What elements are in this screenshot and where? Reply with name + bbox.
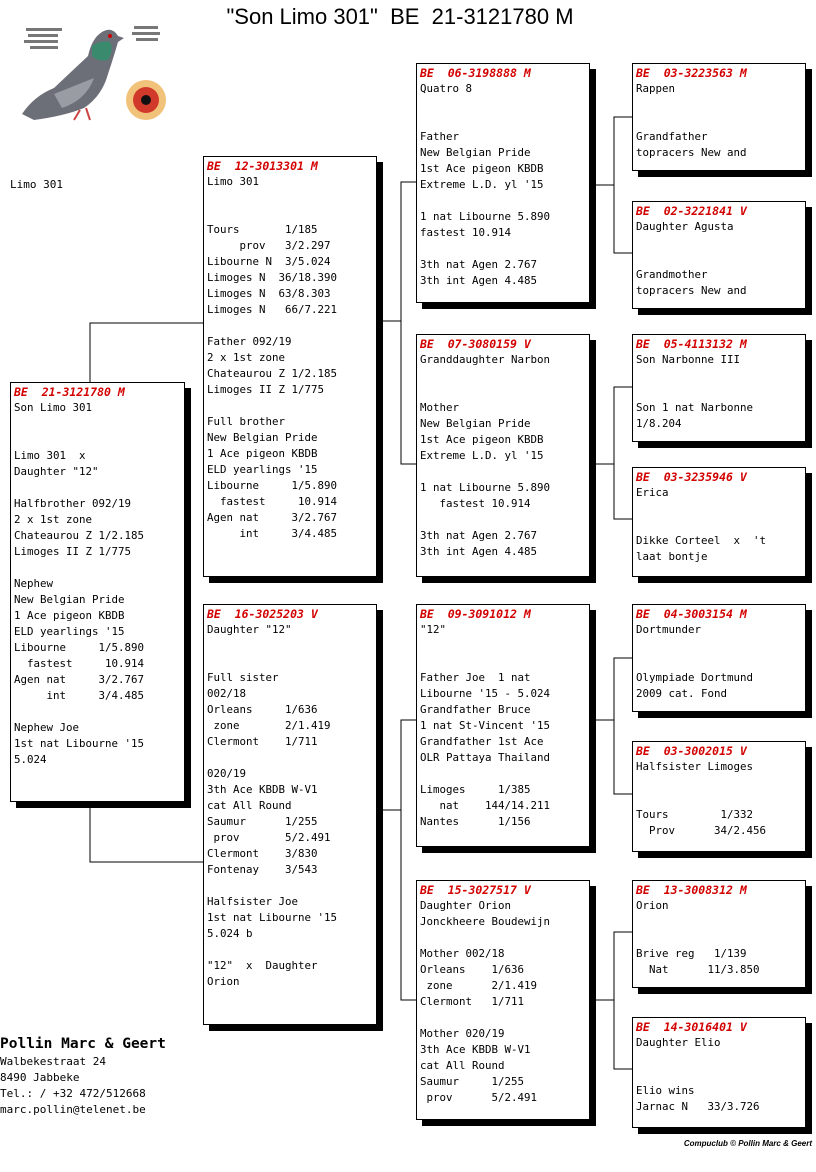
pigeon-details: Son Limo 301 Limo 301 x Daughter "12" Halfbrother 092/19 2 x 1st zone Chateaurou Z 1/2.185 Limoges II Z 1/775 Nephew New Belgian Pride 1 Ace pigeon KBDB ELD yearlings '15 Libourne 1/5.890 fastest 10.914 Agen nat 3/2.767 int 3/4.485 Nephew Joe 1st nat Libourne '15 5.024 <box>14 401 145 766</box>
pigeon-details: Granddaughter Narbon Mother New Belgian Pride 1st Ace pigeon KBDB Extreme L.D. yl '15 1 nat Libourne 5.890 fastest 10.914 3th nat Agen 2.767 3th int Agen 4.485 <box>420 353 551 558</box>
pigeon-details: Son Narbonne III Son 1 nat Narbonne 1/8.204 <box>636 353 754 430</box>
ring-number: BE 03-3223563 M <box>636 66 747 80</box>
owner-address-line: Walbekestraat 24 <box>0 1055 106 1068</box>
ring-number: BE 13-3008312 M <box>636 883 747 897</box>
pigeon-card-fff[interactable] <box>632 63 806 171</box>
owner-info <box>0 1034 166 1118</box>
pigeon-details: Rappen Grandfather topracers New and <box>636 82 747 159</box>
pigeon-card-mmf[interactable] <box>632 880 806 988</box>
pigeon-card-father-father[interactable] <box>416 63 590 303</box>
pigeon-card-mmm[interactable] <box>632 1017 806 1128</box>
pigeon-details: Limo 301 Tours 1/185 prov 3/2.297 Libourne N 3/5.024 Limoges N 36/18.390 Limoges N 63/8.303 Limoges N 66/7.221 Father 092/19 2 x 1st zone Chateaurou Z 1/2.185 Limoges II Z 1/775 Full brother New Belgian Pride 1 Ace pigeon KBDB ELD yearlings '15 Libourne 1/5.890 fastest 10.914 Agen nat 3/2.767 int 3/4.485 <box>207 175 338 540</box>
sire-name-label: Limo 301 <box>10 178 63 191</box>
pigeon-card-ffm[interactable] <box>632 201 806 309</box>
ring-number: BE 03-3235946 V <box>636 470 747 484</box>
ring-number: BE 16-3025203 V <box>207 607 318 621</box>
ring-number: BE 21-3121780 M <box>14 385 125 399</box>
copyright-note: Compuclub © Pollin Marc & Geert <box>683 1139 812 1148</box>
ring-number: BE 12-3013301 M <box>207 159 318 173</box>
ring-number: BE 03-3002015 V <box>636 744 747 758</box>
pigeon-card-father-mother[interactable] <box>416 334 590 577</box>
pigeon-details: Quatro 8 Father New Belgian Pride 1st Ace pigeon KBDB Extreme L.D. yl '15 1 nat Libourne 5.890 fastest 10.914 3th nat Agen 2.767 3th int Agen 4.485 <box>420 82 551 287</box>
ring-number: BE 14-3016401 V <box>636 1020 747 1034</box>
pigeon-details: "12" Father Joe 1 nat Libourne '15 - 5.024 Grandfather Bruce 1 nat St-Vincent '15 Grandfather 1st Ace OLR Pattaya Thailand Limoges 1/385 nat 144/14.211 Nantes 1/156 <box>420 623 551 828</box>
ring-number: BE 09-3091012 M <box>420 607 531 621</box>
pigeon-details: Halfsister Limoges Tours 1/332 Prov 34/2.456 <box>636 760 767 837</box>
pigeon-details: Erica Dikke Corteel x 't laat bontje <box>636 486 767 563</box>
pigeon-details: Orion Brive reg 1/139 Nat 11/3.850 <box>636 899 760 976</box>
pigeon-details: Daughter Elio Elio wins Jarnac N 33/3.726 <box>636 1036 760 1113</box>
ring-number: BE 04-3003154 M <box>636 607 747 621</box>
ring-number: BE 05-4113132 M <box>636 337 747 351</box>
page-title: "Son Limo 301" BE 21-3121780 M <box>226 4 574 29</box>
ring-number: BE 02-3221841 V <box>636 204 747 218</box>
pigeon-card-fmm[interactable] <box>632 467 806 577</box>
owner-city-line: 8490 Jabbeke <box>0 1071 80 1084</box>
owner-email-link[interactable]: marc.pollin@telenet.be <box>0 1103 146 1116</box>
pigeon-details: Daughter Agusta Grandmother topracers New and <box>636 220 747 297</box>
pigeon-card-mother[interactable] <box>203 604 377 1025</box>
owner-name: Pollin Marc & Geert <box>0 1036 166 1052</box>
pigeon-card-mff[interactable] <box>632 604 806 712</box>
pigeon-details: Daughter Orion Jonckheere Boudewijn Mother 002/18 Orleans 1/636 zone 2/1.419 Clermont 1/711 Mother 020/19 3th Ace KBDB W-V1 cat All Round Saumur 1/255 prov 5/2.491 <box>420 899 551 1104</box>
pigeon-card-father[interactable] <box>203 156 377 577</box>
pigeon-card-mother-father[interactable] <box>416 604 590 847</box>
pigeon-card-mfm[interactable] <box>632 741 806 852</box>
pigeon-card-fmf[interactable] <box>632 334 806 442</box>
ring-number: BE 15-3027517 V <box>420 883 531 897</box>
owner-phone-line: Tel.: / +32 472/512668 <box>0 1087 146 1100</box>
pigeon-card-main[interactable] <box>10 382 185 802</box>
pigeon-details: Dortmunder Olympiade Dortmund 2009 cat. Fond <box>636 623 754 700</box>
pigeon-card-mother-mother[interactable] <box>416 880 590 1120</box>
ring-number: BE 07-3080159 V <box>420 337 531 351</box>
ring-number: BE 06-3198888 M <box>420 66 531 80</box>
pigeon-details: Daughter "12" Full sister 002/18 Orleans 1/636 zone 2/1.419 Clermont 1/711 020/19 3th Ace KBDB W-V1 cat All Round Saumur 1/255 prov 5/2.491 Clermont 3/830 Fontenay 3/543 Halfsister Joe 1st nat Libourne '15 5.024 b "12" x Daughter Orion <box>207 623 338 988</box>
